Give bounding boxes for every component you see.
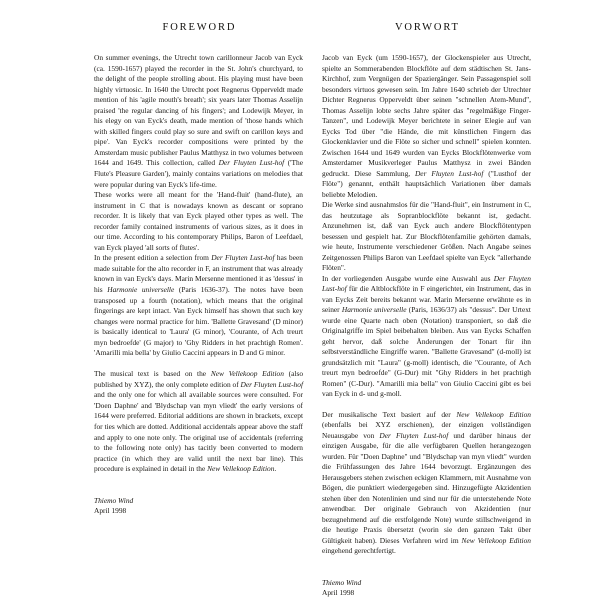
signature-name-german: Thiemo Wind [322, 577, 362, 587]
paragraph-german-1: Jacob van Eyck (um 1590-1657), der Glockenspieler aus Utrecht, spielte an Sommerabenden Blockflöte auf dem städtischen St. Jans-Kirchhof, zum Vergnügen der Spaziergänger. Sein Passagenspiel soll besonders virtuos gewesen sein. Im Jahre 1640 schrieb der Utrechter Dichter Regnerus Opperveldt über seinen "schnellen Atem-Mund", Thomas Asselijn lobte sechs Jahre später das "regelmäßige Finger-Tanzen", und Lodewijk Meyer berichtete in seiner Elegie auf van Eycks Tod über "die Hände, die mit künstlichen Fingern das Glockenklavier und die Flöte so sicher und schnell" spielen konnten. Zwischen 1644 und 1649 wurden van Eycks Blockflötenwerke vom Amsterdamer Musikverleger Paulus Matthysz in zwei Bänden gedruckt. Diese Sammlung, Der Fluyten Lust-hof ("Lusthof der Flöte") genannt, enthält hauptsächlich Variationen über damals beliebte Melodien. [322, 53, 532, 199]
page-title-foreword: FOREWORD [162, 22, 237, 33]
two-column-layout [94, 22, 532, 599]
signature-german [322, 578, 531, 599]
page-title-vorwort: VORWORT [395, 22, 460, 33]
paragraph-german-2: Die Werke sind ausnahmslos für die "Hand-fluit", ein Instrument in C, das heutzutage als Sopranblockflöte bekannt ist, gedacht. Anzunehmen ist, daß van Eyck auch andere Blockflötentypen besessen und gespielt hat. Zur Blockflötenfamilie gehörten damals, wie heute, Instrumente verschiedener Größen. Nach Angabe seines Zeitgenossen Philips Baron van Leefdael spielte van Eyck "allerhande Flöten". [322, 200, 531, 272]
signature-date-english: April 1998 [94, 506, 127, 516]
paragraph-english-3: In the present edition a selection from Der Fluyten Lust-hof has been made suitable for the alto recorder in F, an instrument that was already known in van Eyck's days. Marin Mersenne mentioned it as 'dessus' in his Harmonie universelle (Paris 1636-37). The notes have been transposed up a fourth (notation), which means that the original fingerings are kept intact. Van Eyck himself has shown that such key changes were normal practice for him. 'Ballette Gravesand' (D minor) is basically identical to 'Laura' (G minor), 'Courante, of Ach treurt myn bedroefde' (G major) to 'Ghy Ridders in het prachtigh Romen'. 'Amarilli mia bella' by Giulio Caccini appears in D and G minor. [94, 253, 304, 358]
paragraph-english-4: The musical text is based on the New Vellekoop Edition (also published by XYZ), the only complete edition of Der Fluyten Lust-hof and the only one for which all available sources were consulted. For 'Doen Daphne' and 'Blydschap van myn vliedt' the early versions of 1644 were preferred. Editorial additions are shown in brackets, except for ties which are dotted. Additional accidentals appear above the staff and apply to one note only. The original use of accidentals (referring to the following note only) has tacitly been converted to modern practice (in which they are valid until the next bar line). This procedure is explained in detail in the New Vellekoop Edition. [94, 369, 304, 474]
column-german [322, 22, 531, 599]
signature-english [94, 496, 303, 517]
signature-name-english: Thiemo Wind [94, 495, 134, 505]
paragraph-german-3: In der vorliegenden Ausgabe wurde eine Auswahl aus Der Fluyten Lust-hof für die Altblockflöte in F eingerichtet, ein Instrument, das in van Eycks Zeit bereits bekannt war. Marin Mersenne erwähnte es in seiner Harmonie universelle (Paris, 1636/37) als "dessus". Der Urtext wurde eine Quarte nach oben (Notation) transponiert, so daß die Originalgriffe im Spiel beibehalten bleiben. Aus van Eycks Schaffen geht hervor, daß solche Änderungen der Tonart für ihn selbstverständliche Eingriffe waren. "Ballette Gravesand" (d-moll) ist grundsätzlich mit "Laura" (g-moll) identisch, die "Courante, of Ach treurt myn bedroefde" (G-Dur) mit "Ghy Ridders in het prachtigh Romen" (C-Dur). "Amarilli mia bella" von Giulio Caccini gibt es bei van Eyck in d- und g-moll. [322, 273, 532, 398]
signature-date-german: April 1998 [322, 588, 355, 598]
paragraph-german-4: Der musikalische Text basiert auf der New Vellekoop Edition (ebenfalls bei XYZ erschienen), der einzigen vollständigen Neuausgabe von Der Fluyten Lust-hof und darüber hinaus der einzigen Ausgabe, für die alle verfügbaren Quellen herangezogen wurden. Für "Doen Daphne" und "Blydschap van myn vliedt" wurden die Frühfassungen des Jahre 1644 bevorzugt. Ergänzungen des Herausgebers stehen zwischen eckigen Klammern, mit Ausnahme von Bögen, die punktiert wiedergegeben sind. Hinzugefügte Akzidentien stehen über den Notenlinien und sind nur für die unterstehende Note anwendbar. Der originale Gebrauch von Akzidentien (nur bezugnehmend auf die erstfolgende Note) wurde stillschweigend in die heutige Praxis übersetzt (worin sie den ganzen Takt über Gültigkeit haben). Dieses Verfahren wird im New Vellekoop Edition eingehend gerechtfertigt. [322, 409, 531, 556]
column-english [94, 22, 303, 517]
paragraph-english-2: These works were all meant for the 'Hand-fluit' (hand-flute), an instrument in C that is nowadays known as descant or soprano recorder. It is likely that van Eyck played other types as well. The recorder family contained instruments of various sizes, as it does in our time. According to his contemporary Philips, Baron of Leefdael, van Eyck played 'all sorts of flutes'. [94, 190, 303, 252]
paragraph-english-1: On summer evenings, the Utrecht town carillonneur Jacob van Eyck (ca. 1590-1657) played the recorder in the St. John's churchyard, to the delight of the people strolling about. His playing must have been highly virtuosic. In 1640 the Utrecht poet Regnerus Opperveldt made mention of his 'agile mouth's breath'; six years later Thomas Asselijn praised 'the regular dancing of his fingers'; and Lodewijk Meyer, in his elegy on van Eyck's death, made mention of 'those hands which with skilled fingers could play so sure and swift on carillon keys and pipe'. Van Eyck's recorder compositions were printed by the Amsterdam music publisher Paulus Matthysz in two volumes between 1644 and 1649. This collection, called Der Fluyten Lust-hof ('The Flute's Pleasure Garden'), mainly contains variations on melodies that were popular during van Eyck's life-time. [94, 53, 303, 189]
